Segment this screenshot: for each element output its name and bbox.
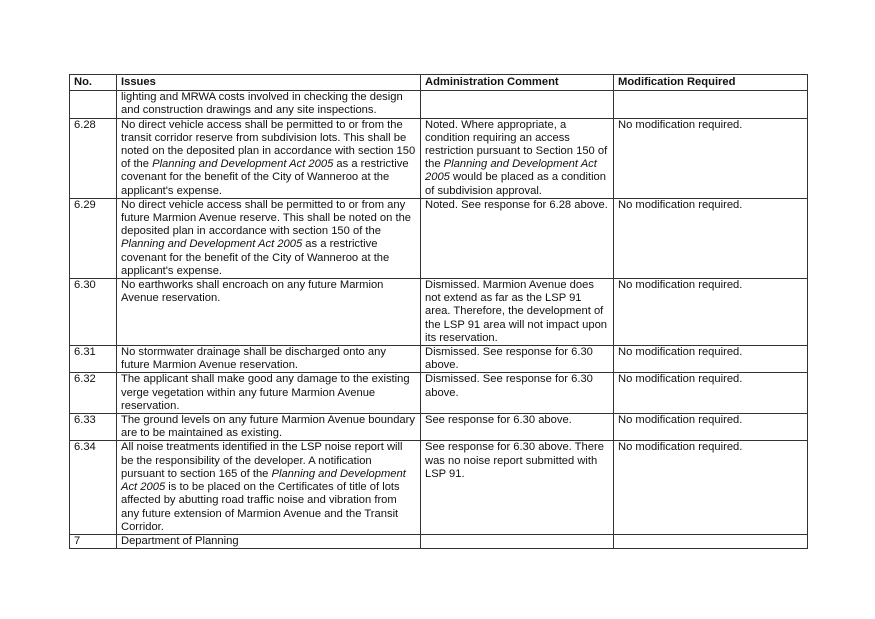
issue-text: is to be placed on the Certificates of title of lots affected by abutting road traffic noise and vibration from any future extension of Marmion Avenue and the Transit Corridor.	[121, 481, 400, 533]
row-admin-comment: Dismissed. See response for 6.30 above.	[421, 373, 614, 414]
row-admin-comment: See response for 6.30 above.	[421, 414, 614, 441]
row-admin-comment	[421, 91, 614, 118]
row-no: 7	[70, 534, 117, 548]
header-admin-comment: Administration Comment	[421, 75, 614, 91]
act-title: Planning and Development Act 2005	[425, 158, 597, 184]
row-modification	[614, 91, 808, 118]
issue-text: No direct vehicle access shall be permitted to or from any future Marmion Avenue reserve. This shall be noted on the deposited plan in accordance with section 150 of the	[121, 198, 412, 238]
row-modification: No modification required.	[614, 373, 808, 414]
row-admin-comment: See response for 6.30 above. There was no noise report submitted with LSP 91.	[421, 441, 614, 534]
header-modification: Modification Required	[614, 75, 808, 91]
row-no: 6.29	[70, 198, 117, 278]
row-no: 6.33	[70, 414, 117, 441]
row-modification: No modification required.	[614, 441, 808, 534]
act-title: Planning and Development Act 2005	[121, 467, 406, 494]
admin-text: Noted. Where appropriate, a condition requiring an access restriction pursuant to Section 150 of the	[425, 118, 608, 171]
row-admin-comment: Dismissed. Marmion Avenue does not extend as far as the LSP 91 area. Therefore, the development of the LSP 91 area will not impact upon its reservation.	[421, 279, 614, 346]
row-issue	[117, 198, 421, 278]
header-row	[70, 75, 808, 91]
row-no: 6.32	[70, 373, 117, 414]
row-no: 6.30	[70, 279, 117, 346]
row-admin-comment	[421, 118, 614, 198]
table-row	[70, 118, 808, 198]
row-issue	[117, 118, 421, 198]
act-title: Planning and Development Act 2005	[152, 158, 334, 171]
row-no	[70, 91, 117, 118]
row-no: 6.34	[70, 441, 117, 534]
table-row	[70, 441, 808, 534]
issue-text: as a restrictive covenant for the benefit of the City of Wanneroo at the applicant's expense.	[121, 158, 409, 197]
row-issue: lighting and MRWA costs involved in checking the design and construction drawings and any site inspections.	[117, 91, 421, 118]
table-row	[70, 346, 808, 373]
row-modification: No modification required.	[614, 279, 808, 346]
table-row	[70, 279, 808, 346]
issue-text: All noise treatments identified in the LSP noise report will be the responsibility of the developer. A notification pursuant to section 165 of the	[121, 441, 403, 480]
row-modification: No modification required.	[614, 198, 808, 278]
row-issue: The ground levels on any future Marmion Avenue boundary are to be maintained as existing.	[117, 414, 421, 441]
row-issue: No earthworks shall encroach on any future Marmion Avenue reservation.	[117, 279, 421, 346]
row-no: 6.28	[70, 118, 117, 198]
row-admin-comment: Dismissed. See response for 6.30 above.	[421, 346, 614, 373]
submissions-table	[69, 74, 808, 549]
row-admin-comment	[421, 534, 614, 548]
table-row	[70, 198, 808, 278]
row-modification: No modification required.	[614, 414, 808, 441]
row-issue: Department of Planning	[117, 534, 421, 548]
act-title: Planning and Development Act 2005	[121, 238, 303, 251]
row-issue	[117, 441, 421, 534]
header-issues: Issues	[117, 75, 421, 91]
table-row	[70, 373, 808, 414]
row-modification: No modification required.	[614, 346, 808, 373]
table-row	[70, 91, 808, 118]
row-issue: No stormwater drainage shall be discharged onto any future Marmion Avenue reservation.	[117, 346, 421, 373]
table-row	[70, 534, 808, 548]
admin-text: would be placed as a condition of subdivision approval.	[425, 171, 607, 197]
row-no: 6.31	[70, 346, 117, 373]
issue-text: No direct vehicle access shall be permitted to or from the transit corridor reserve from subdivision lots. This shall be noted on the deposited plan in accordance with section 150 of the	[121, 118, 416, 171]
row-admin-comment: Noted. See response for 6.28 above.	[421, 198, 614, 278]
table-row	[70, 414, 808, 441]
issue-text: as a restrictive covenant for the benefit of the City of Wanneroo at the applicant's expense.	[121, 238, 390, 277]
row-issue: The applicant shall make good any damage to the existing verge vegetation within any future Marmion Avenue reservation.	[117, 373, 421, 414]
row-modification: No modification required.	[614, 118, 808, 198]
header-no: No.	[70, 75, 117, 91]
row-modification	[614, 534, 808, 548]
